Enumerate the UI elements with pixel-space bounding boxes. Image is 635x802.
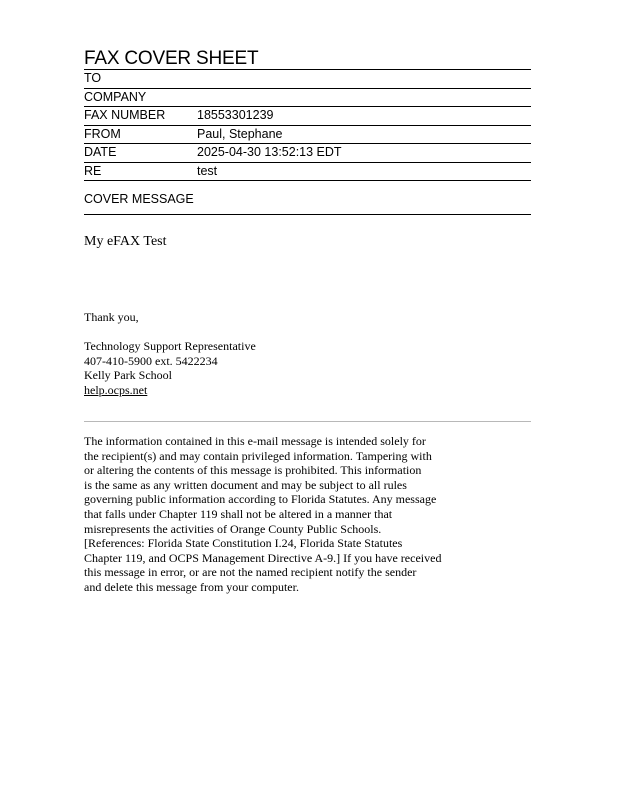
notice-line: the recipient(s) and may contain privileged information. Tampering with xyxy=(84,448,432,463)
divider xyxy=(84,421,531,422)
notice-line: Chapter 119, and OCPS Management Directive A-9.] If you have received xyxy=(84,550,442,565)
notice-line: that falls under Chapter 119 shall not be altered in a manner that xyxy=(84,506,393,521)
field-label: DATE xyxy=(84,145,117,159)
field-label: FROM xyxy=(84,126,121,141)
notice-line: this message in error, or are not the named recipient notify the sender xyxy=(84,565,417,580)
signature-block xyxy=(84,310,524,397)
signature-role: Technology Support Representative xyxy=(84,339,256,353)
notice-line: [References: Florida State Constitution I.24, Florida State Statutes xyxy=(84,536,403,551)
field-row-fax-number xyxy=(84,107,531,126)
notice-line: governing public information according to Florida Statutes. Any message xyxy=(84,492,437,507)
field-row-from xyxy=(84,126,531,145)
confidentiality-notice xyxy=(84,434,544,595)
field-label: FAX NUMBER xyxy=(84,108,166,122)
notice-line: is the same as any written document and may be subject to all rules xyxy=(84,477,407,492)
signature-school: Kelly Park School xyxy=(84,368,172,382)
signature-phone: 407-410-5900 ext. 5422234 xyxy=(84,353,218,368)
notice-line: The information contained in this e-mail message is intended solely for xyxy=(84,434,426,448)
closing-text: Thank you, xyxy=(84,310,139,324)
divider xyxy=(84,214,531,215)
field-row-re xyxy=(84,163,531,182)
notice-line: or altering the contents of this message is prohibited. This information xyxy=(84,463,422,478)
field-label: RE xyxy=(84,163,102,178)
field-value: 2025-04-30 13:52:13 EDT xyxy=(197,145,342,159)
field-value: test xyxy=(197,163,218,178)
field-value: Paul, Stephane xyxy=(197,126,283,141)
field-label: COMPANY xyxy=(84,89,147,104)
field-value: 18553301239 xyxy=(197,108,274,122)
notice-line: and delete this message from your computer. xyxy=(84,579,299,594)
fax-header-table xyxy=(84,69,531,181)
cover-message-heading: COVER MESSAGE xyxy=(84,192,194,206)
field-row-company xyxy=(84,89,531,108)
help-link[interactable]: help.ocps.net xyxy=(84,382,148,397)
field-label: TO xyxy=(84,71,102,85)
field-row-to xyxy=(84,70,531,89)
notice-line: misrepresents the activities of Orange County Public Schools. xyxy=(84,521,382,536)
field-row-date xyxy=(84,144,531,163)
page-title: FAX COVER SHEET xyxy=(84,48,259,69)
cover-message-text: My eFAX Test xyxy=(84,234,167,249)
